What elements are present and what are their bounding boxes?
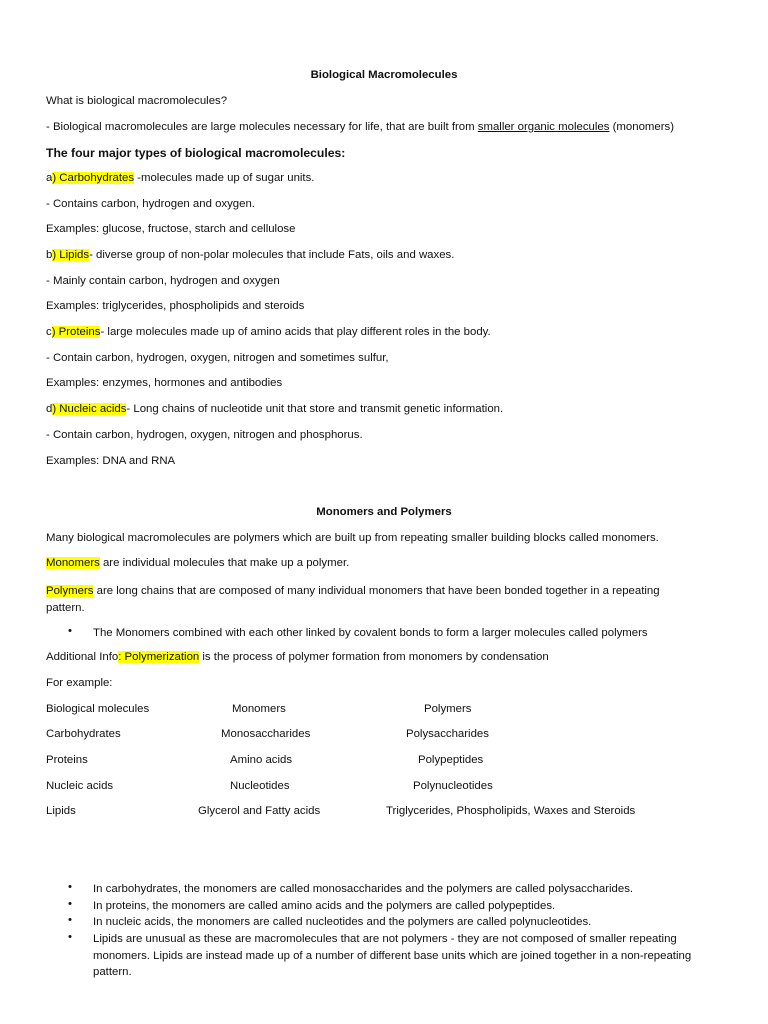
bullet-text: In carbohydrates, the monomers are called monosaccharides and the polymers are called polysaccharides. [93, 883, 634, 895]
type-carbohydrates [46, 172, 314, 184]
type-examples: Examples: glucose, fructose, starch and cellulose [46, 223, 296, 235]
type-desc: - diverse group of non-polar molecules that include Fats, oils and waxes. [89, 249, 455, 261]
type-nucleic-acids [46, 403, 503, 415]
monomers-definition [46, 557, 349, 569]
types-heading: The four major types of biological macromolecules: [46, 146, 346, 160]
type-term: ) Proteins [51, 326, 101, 338]
intro-paragraph: Many biological macromolecules are polymers which are built up from repeating smaller building blocks called monomers. [46, 532, 659, 544]
table-cell: Proteins [46, 754, 88, 766]
table-header-cell: Monomers [232, 703, 286, 715]
type-contains: - Contains carbon, hydrogen and oxygen. [46, 198, 255, 210]
type-letter: b [46, 249, 53, 261]
type-desc: -molecules made up of sugar units. [134, 172, 315, 184]
additional-text: is the process of polymer formation from monomers by condensation [199, 651, 549, 663]
type-examples: Examples: enzymes, hormones and antibodies [46, 377, 283, 389]
type-contains: - Mainly contain carbon, hydrogen and oxygen [46, 275, 280, 287]
additional-prefix: Additional Info [46, 651, 119, 663]
table-cell: Lipids [46, 805, 76, 817]
table-header-cell: Biological molecules [46, 703, 150, 715]
table-cell: Polynucleotides [413, 780, 493, 792]
question-text: What is biological macromolecules? [46, 95, 228, 107]
type-letter: d [46, 403, 53, 415]
bullet-text: In nucleic acids, the monomers are called nucleotides and the polymers are called polynucleotides. [93, 916, 592, 928]
document-title: Biological Macromolecules [310, 69, 458, 81]
section-title: Monomers and Polymers [316, 506, 452, 518]
bullet-dot: • [68, 625, 72, 637]
monomers-term: Monomers [46, 557, 100, 569]
bullet-dot: • [68, 914, 72, 926]
table-cell: Carbohydrates [46, 728, 121, 740]
definition-underlined: smaller organic molecules [477, 121, 610, 133]
type-desc: - large molecules made up of amino acids that play different roles in the body. [100, 326, 491, 338]
table-cell: Monosaccharides [221, 728, 311, 740]
table-cell: Nucleic acids [46, 780, 114, 792]
polymers-text: are long chains that are composed of many individual monomers that have been bonded together in a repeating pattern. [46, 585, 660, 614]
bullet-dot: • [68, 931, 72, 943]
type-lipids [46, 249, 454, 261]
type-examples: Examples: triglycerides, phospholipids and steroids [46, 300, 305, 312]
type-term: ) Carbohydrates [52, 172, 135, 184]
additional-term: : Polymerization [118, 651, 200, 663]
bullet-text: The Monomers combined with each other linked by covalent bonds to form a larger molecules called polymers [93, 627, 648, 639]
type-proteins [46, 326, 491, 338]
type-contains: - Contain carbon, hydrogen, oxygen, nitrogen and phosphorus. [46, 429, 363, 441]
type-examples: Examples: DNA and RNA [46, 455, 176, 467]
definition-paragraph [46, 121, 674, 133]
table-cell: Amino acids [230, 754, 293, 766]
definition-prefix: - Biological macromolecules are large molecules necessary for life, that are built from [46, 121, 478, 133]
polymers-term: Polymers [46, 585, 94, 597]
additional-info [46, 651, 549, 663]
type-desc: - Long chains of nucleotide unit that store and transmit genetic information. [126, 403, 504, 415]
definition-suffix: (monomers) [609, 121, 675, 133]
bullet-text: Lipids are unusual as these are macromolecules that are not polymers - they are not composed of smaller repeating monomers. Lipids are instead made up of a number of different base units which are joined together in a non-repeating pattern. [93, 933, 692, 978]
polymers-definition [46, 583, 696, 616]
monomers-text: are individual molecules that make up a polymer. [99, 557, 350, 569]
for-example-label: For example: [46, 677, 113, 689]
table-cell: Nucleotides [230, 780, 290, 792]
table-header-cell: Polymers [424, 703, 472, 715]
table-cell: Polysaccharides [406, 728, 489, 740]
bullet-dot: • [68, 898, 72, 910]
type-term: ) Lipids [52, 249, 90, 261]
table-cell: Glycerol and Fatty acids [198, 805, 321, 817]
type-letter: a [46, 172, 53, 184]
type-contains: - Contain carbon, hydrogen, oxygen, nitrogen and sometimes sulfur, [46, 352, 389, 364]
table-cell: Polypeptides [418, 754, 484, 766]
type-term: ) Nucleic acids [52, 403, 127, 415]
table-cell: Triglycerides, Phospholipids, Waxes and Steroids [386, 805, 636, 817]
bullet-dot: • [68, 881, 72, 893]
type-letter: c [46, 326, 52, 338]
bullet-text: In proteins, the monomers are called amino acids and the polymers are called polypeptides. [93, 900, 556, 912]
